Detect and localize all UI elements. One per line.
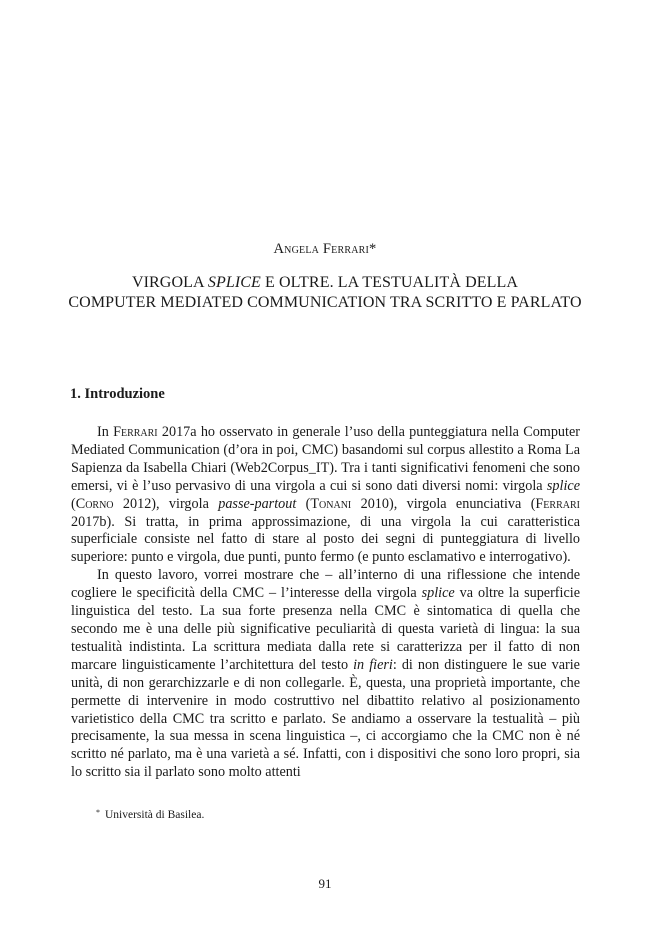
section-heading: 1. Introduzione xyxy=(70,386,165,402)
author-footnote-marker: * xyxy=(369,241,377,257)
title-italic-term: SPLICE xyxy=(207,274,261,291)
body-text xyxy=(71,424,580,782)
citation-author: Corno xyxy=(75,495,114,512)
footnote-text: Università di Basilea. xyxy=(105,809,205,821)
italic-term: splice xyxy=(546,477,580,494)
footnote-marker: * xyxy=(96,808,100,817)
article-title xyxy=(40,273,610,313)
page-number: 91 xyxy=(318,876,332,891)
citation-author: Ferrari xyxy=(535,495,580,512)
title-line-1: VIRGOLA SPLICE E OLTRE. LA TESTUALITÀ DELLA xyxy=(131,274,519,291)
paragraph-1: In Ferrari 2017a ho osservato in generale l’uso della punteggiatura nella Computer Mediated Communication (d’ora in poi, CMC) basandomi sul corpus allestito a Roma La Sapienza da Isabella Chiari (Web2Corpus_IT). Tra i tanti significativi fenomeni che sono emersi, vi è l’uso pervasivo di una virgola a cui si sono dati diversi nomi: virgola splice (Corno 2012), virgola passe-partout (Tonani 2010), virgola enunciativa (Ferrari 2017b). Si tratta, in prima approssimazione, di una virgola la cui caratteristica superficiale consiste nel fatto di stare al posto dei segni di punteggiatura di livello superiore: punto e virgola, due punti, punto fermo (e punto esclamativo e interrogativo). xyxy=(71,424,580,566)
title-line-2: COMPUTER MEDIATED COMMUNICATION TRA SCRITTO E PARLATO xyxy=(68,294,582,311)
paragraph-2: In questo lavoro, vorrei mostrare che – all’interno di una riflessione che intende cogliere le specificità della CMC – l’interesse della virgola splice va oltre la superficie linguistica del testo. La sua forte presenza nella CMC è sintomatica di quella che secondo me è una delle più significative peculiarità di questa varietà di lingua: la sua testualità indistinta. La scrittura mediata dalla rete si caratterizza per il fatto di non marcare linguisticamente l’architettura del testo in fieri: di non distinguere le sue varie unità, di non gerarchizzarle e di non collegarle. È, questa, una proprietà importante, che permette di intervenire in modo costruttivo nel dibattito relativo al posizionamento varietistico della CMC tra scritto e parlato. Se andiamo a osservare la testualità – più precisamente, la sua messa in scena linguistica –, ci accorgiamo che la CMC non è né scritto né parlato, ma è una varietà a sé. Infatti, con i dispositivi che sono loro propri, sia lo scritto sia il parlato sono molto attenti xyxy=(71,567,581,781)
italic-term: splice xyxy=(421,585,455,602)
citation-author: Ferrari xyxy=(113,424,158,440)
italic-term: in fieri xyxy=(353,656,393,673)
author-name: Angela Ferrari xyxy=(273,241,370,257)
citation-author: Tonani xyxy=(310,495,352,512)
italic-term: passe-partout xyxy=(218,495,297,512)
footnote xyxy=(96,808,204,821)
author-line xyxy=(0,241,650,258)
